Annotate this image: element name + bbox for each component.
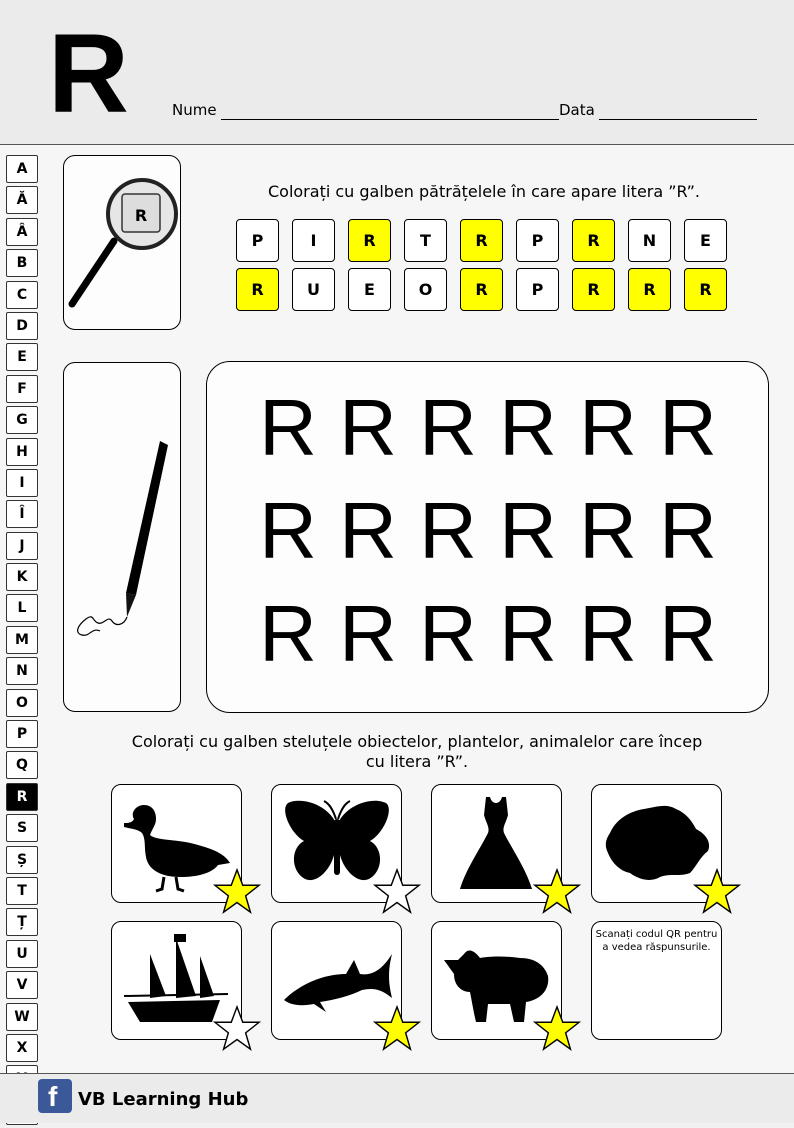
qr-text-line2: a vedea răspunsurile. <box>602 942 711 953</box>
alphabet-tile[interactable]: B <box>6 249 38 277</box>
name-blank[interactable] <box>221 101 559 120</box>
trace-letter[interactable]: R <box>339 383 397 472</box>
letter-square-highlighted[interactable]: R <box>572 268 615 311</box>
alphabet-tile[interactable]: Î <box>6 500 38 528</box>
alphabet-tile[interactable]: I <box>6 469 38 497</box>
trace-letter[interactable]: R <box>579 486 637 575</box>
trace-letter[interactable]: R <box>259 589 317 678</box>
trace-letter[interactable]: R <box>419 589 477 678</box>
alphabet-tile[interactable]: U <box>6 940 38 968</box>
trace-letter[interactable]: R <box>659 383 717 472</box>
alphabet-tile[interactable]: C <box>6 281 38 309</box>
alphabet-tile[interactable]: F <box>6 375 38 403</box>
star-icon[interactable] <box>213 1005 261 1053</box>
letter-square-highlighted[interactable]: R <box>460 219 503 262</box>
letter-square-highlighted[interactable]: R <box>572 219 615 262</box>
alphabet-tile[interactable]: Ș <box>6 846 38 874</box>
tracing-grid <box>208 363 768 712</box>
alphabet-tile[interactable]: D <box>6 312 38 340</box>
picture-card <box>431 784 562 903</box>
letter-square-highlighted[interactable]: R <box>628 268 671 311</box>
letter-square[interactable]: U <box>292 268 335 311</box>
alphabet-tile-active[interactable]: R <box>6 783 38 811</box>
alphabet-tile[interactable]: T <box>6 877 38 905</box>
alphabet-sidebar <box>6 155 38 1128</box>
task2-instruction-line2: cu litera ”R”. <box>365 752 469 771</box>
alphabet-tile[interactable]: M <box>6 626 38 654</box>
letter-row-2 <box>236 268 727 311</box>
star-icon[interactable] <box>693 868 741 916</box>
task1-instruction: Colorați cu galben pătrățelele în care apare litera ”R”. <box>267 182 701 201</box>
date-label: Data <box>559 101 595 119</box>
letter-square[interactable]: N <box>628 219 671 262</box>
letter-square-highlighted[interactable]: R <box>460 268 503 311</box>
trace-letter[interactable]: R <box>579 383 637 472</box>
date-field[interactable] <box>559 101 757 120</box>
trace-letter[interactable]: R <box>339 589 397 678</box>
task2-instruction <box>100 732 734 772</box>
letter-square-highlighted[interactable]: R <box>236 268 279 311</box>
alphabet-tile[interactable]: W <box>6 1003 38 1031</box>
letter-square[interactable]: O <box>404 268 447 311</box>
alphabet-tile[interactable]: X <box>6 1034 38 1062</box>
letter-square[interactable]: E <box>684 219 727 262</box>
trace-letter[interactable]: R <box>579 589 637 678</box>
magnifier-letter: R <box>134 206 148 225</box>
magnifier-icon <box>64 156 182 331</box>
picture-card <box>111 921 242 1040</box>
alphabet-tile[interactable]: L <box>6 594 38 622</box>
letter-square[interactable]: T <box>404 219 447 262</box>
trace-letter[interactable]: R <box>419 383 477 472</box>
letter-square[interactable]: P <box>236 219 279 262</box>
trace-letter[interactable]: R <box>259 383 317 472</box>
alphabet-tile[interactable]: Ă <box>6 186 38 214</box>
picture-card <box>271 784 402 903</box>
qr-instruction <box>592 928 721 954</box>
task2-instruction-line1: Colorați cu galben steluțele obiectelor, plantelor, animalelor care încep <box>131 732 703 751</box>
star-icon[interactable] <box>373 1005 421 1053</box>
picture-card <box>111 784 242 903</box>
trace-letter[interactable]: R <box>419 486 477 575</box>
picture-card <box>591 784 722 903</box>
picture-card <box>431 921 562 1040</box>
alphabet-tile[interactable]: Â <box>6 218 38 246</box>
star-icon[interactable] <box>373 868 421 916</box>
trace-letter[interactable]: R <box>659 589 717 678</box>
alphabet-tile[interactable]: K <box>6 563 38 591</box>
alphabet-tile[interactable]: Q <box>6 751 38 779</box>
letter-square[interactable]: P <box>516 219 559 262</box>
facebook-icon[interactable]: f <box>38 1079 72 1113</box>
letter-square-highlighted[interactable]: R <box>348 219 391 262</box>
qr-text-line1: Scanați codul QR pentru <box>595 929 718 940</box>
qr-placeholder-card <box>591 921 722 1040</box>
letter-square[interactable]: E <box>348 268 391 311</box>
letter-row-1 <box>236 219 727 262</box>
pen-panel <box>63 362 181 712</box>
star-icon[interactable] <box>213 868 261 916</box>
letter-square[interactable]: P <box>516 268 559 311</box>
name-label: Nume <box>172 101 217 119</box>
alphabet-tile[interactable]: E <box>6 343 38 371</box>
brand-name: VB Learning Hub <box>78 1089 249 1110</box>
letter-square-highlighted[interactable]: R <box>684 268 727 311</box>
date-blank[interactable] <box>599 101 757 120</box>
alphabet-tile[interactable]: G <box>6 406 38 434</box>
alphabet-tile[interactable]: V <box>6 971 38 999</box>
trace-letter[interactable]: R <box>499 383 557 472</box>
alphabet-tile[interactable]: N <box>6 657 38 685</box>
fountain-pen-icon <box>64 363 182 713</box>
trace-letter[interactable]: R <box>339 486 397 575</box>
alphabet-tile[interactable]: A <box>6 155 38 183</box>
picture-card <box>271 921 402 1040</box>
trace-letter[interactable]: R <box>259 486 317 575</box>
trace-letter[interactable]: R <box>499 589 557 678</box>
name-field[interactable] <box>172 101 559 120</box>
trace-letter[interactable]: R <box>659 486 717 575</box>
alphabet-tile[interactable]: O <box>6 689 38 717</box>
alphabet-tile[interactable]: P <box>6 720 38 748</box>
magnifier-panel <box>63 155 181 330</box>
letter-square[interactable]: I <box>292 219 335 262</box>
star-icon[interactable] <box>533 868 581 916</box>
alphabet-tile[interactable]: J <box>6 532 38 560</box>
alphabet-tile[interactable]: H <box>6 438 38 466</box>
star-icon[interactable] <box>533 1005 581 1053</box>
alphabet-tile[interactable]: Ț <box>6 908 38 936</box>
alphabet-tile[interactable]: S <box>6 814 38 842</box>
trace-letter[interactable]: R <box>499 486 557 575</box>
header-letter: R <box>48 11 129 136</box>
